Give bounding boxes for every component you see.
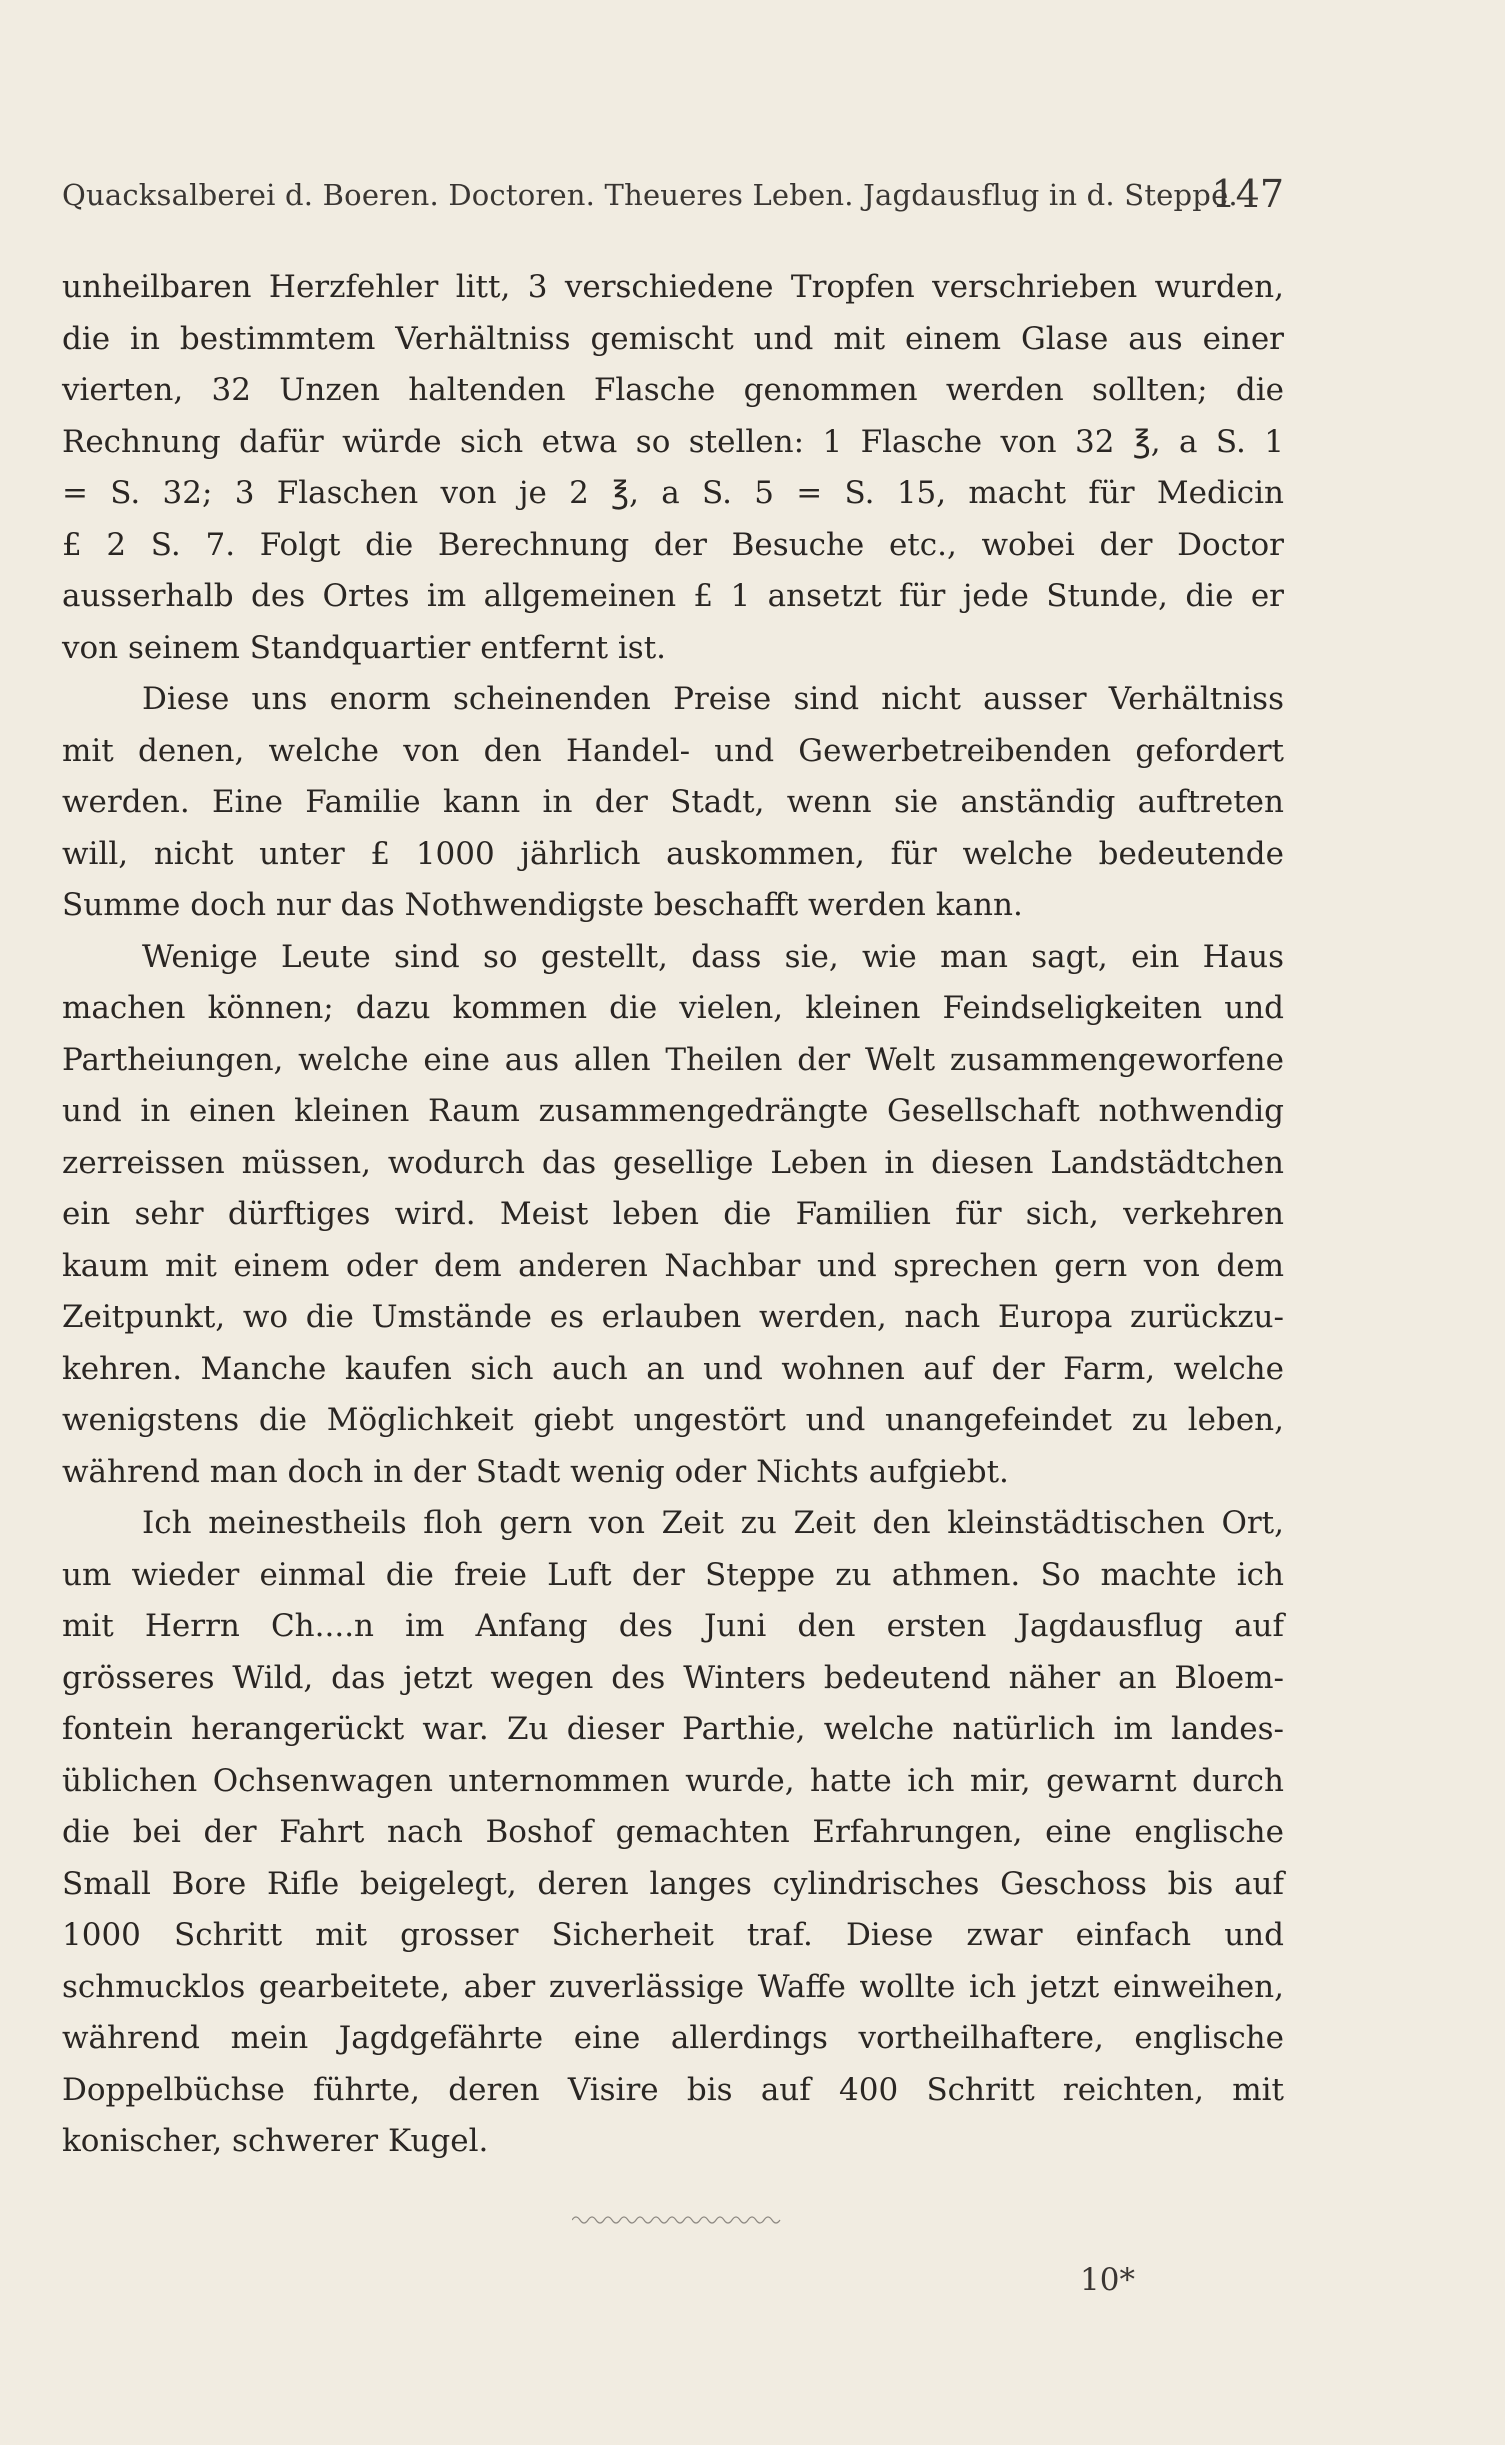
text-line: wenigstens die Möglichkeit giebt ungestört und unangefeindet zu leben, [62, 1402, 1284, 1438]
text-line: üblichen Ochsenwagen unternommen wurde, hatte ich mir, gewarnt durch [62, 1762, 1284, 1799]
text-line: während man doch in der Stadt wenig oder Nichts aufgiebt. [62, 1453, 1009, 1490]
text-line: Small Bore Rifle beigelegt, deren langes cylindrisches Geschoss bis auf [62, 1865, 1284, 1902]
text-line: und in einen kleinen Raum zusammengedrängte Gesellschaft nothwendig [62, 1093, 1284, 1129]
text-line: vierten, 32 Unzen haltenden Flasche genommen werden sollten; die [62, 372, 1284, 408]
running-title: Quacksalberei d. Boeren. Doctoren. Theueres Leben. Jagdausflug in d. Steppe. [62, 178, 1238, 212]
text-line: die bei der Fahrt nach Boshof gemachten Erfahrungen, eine englische [62, 1814, 1284, 1850]
text-line: werden. Eine Familie kann in der Stadt, wenn sie anständig auftreten [62, 784, 1284, 820]
text-line: unheilbaren Herzfehler litt, 3 verschiedene Tropfen verschrieben wurden, [62, 269, 1284, 305]
text-line: Ich meinestheils floh gern von Zeit zu Zeit den kleinstädtischen Ort, [142, 1505, 1284, 1541]
text-line: kehren. Manche kaufen sich auch an und wohnen auf der Farm, welche [62, 1350, 1284, 1387]
text-line: fontein herangerückt war. Zu dieser Parthie, welche natürlich im landes- [62, 1711, 1284, 1747]
text-line: mit denen, welche von den Handel- und Gewerbetreibenden gefordert [62, 732, 1284, 769]
text-line: mit Herrn Ch....n im Anfang des Juni den ersten Jagdausflug auf [62, 1608, 1284, 1644]
text-line: will, nicht unter £ 1000 jährlich auskommen, für welche bedeutende [62, 835, 1284, 872]
text-line: Summe doch nur das Nothwendigste beschafft werden kann. [62, 887, 1023, 923]
ornament-rule [572, 2212, 784, 2226]
text-line: zerreissen müssen, wodurch das gesellige Leben in diesen Landstädtchen [62, 1144, 1284, 1181]
text-line: von seinem Standquartier entfernt ist. [62, 629, 667, 666]
text-line: Wenige Leute sind so gestellt, dass sie, wie man sagt, ein Haus [142, 938, 1284, 975]
signature-mark: 10* [1080, 2262, 1135, 2298]
text-line: Zeitpunkt, wo die Umstände es erlauben werden, nach Europa zurückzu- [62, 1299, 1284, 1335]
text-line: Partheiungen, welche eine aus allen Theilen der Welt zusammengeworfene [62, 1041, 1284, 1078]
text-line: machen können; dazu kommen die vielen, kleinen Feindseligkeiten und [62, 990, 1284, 1026]
text-line: = S. 32; 3 Flaschen von je 2 ℥, a S. 5 = S. 15, macht für Medicin [62, 475, 1284, 511]
text-line: ausserhalb des Ortes im allgemeinen £ 1 ansetzt für jede Stunde, die er [62, 578, 1284, 614]
text-line: schmucklos gearbeitete, aber zuverlässige Waffe wollte ich jetzt einweihen, [62, 1968, 1284, 2005]
text-line: während mein Jagdgefährte eine allerdings vortheilhaftere, englische [62, 2020, 1284, 2056]
text-line: £ 2 S. 7. Folgt die Berechnung der Besuche etc., wobei der Doctor [62, 526, 1284, 563]
running-header [62, 172, 1284, 222]
text-line: grösseres Wild, das jetzt wegen des Winters bedeutend näher an Bloem- [62, 1659, 1284, 1696]
text-line: 1000 Schritt mit grosser Sicherheit traf. Diese zwar einfach und [62, 1917, 1284, 1953]
text-line: die in bestimmtem Verhältniss gemischt und mit einem Glase aus einer [62, 320, 1284, 357]
text-line: kaum mit einem oder dem anderen Nachbar und sprechen gern von dem [62, 1247, 1284, 1284]
page-number: 147 [1211, 172, 1284, 216]
text-line: konischer, schwerer Kugel. [62, 2123, 489, 2159]
text-line: Diese uns enorm scheinenden Preise sind nicht ausser Verhältniss [142, 681, 1284, 717]
text-line: Doppelbüchse führte, deren Visire bis auf 400 Schritt reichten, mit [62, 2071, 1284, 2108]
text-line: ein sehr dürftiges wird. Meist leben die Familien für sich, verkehren [62, 1196, 1284, 1232]
text-line: Rechnung dafür würde sich etwa so stellen: 1 Flasche von 32 ℥, a S. 1 [62, 423, 1284, 460]
body-text [62, 262, 1284, 2168]
text-line: um wieder einmal die freie Luft der Steppe zu athmen. So machte ich [62, 1556, 1284, 1593]
